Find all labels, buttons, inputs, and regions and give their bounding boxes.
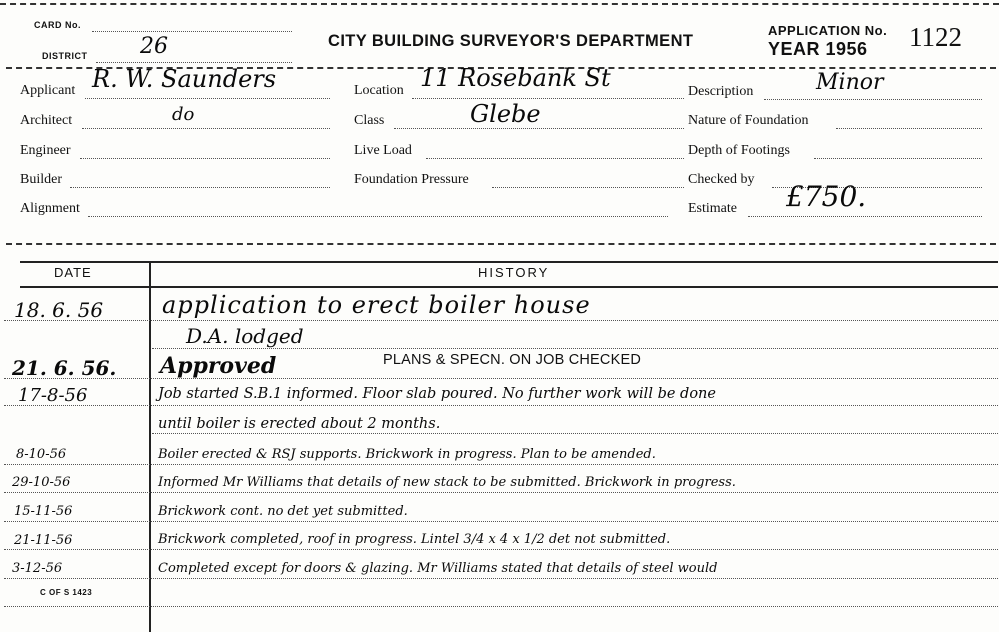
application-no-label: APPLICATION No. (768, 23, 888, 38)
row-history: application to erect boiler house (162, 291, 591, 319)
alignment-line (88, 216, 668, 217)
row-rule (152, 433, 998, 434)
history-header: HISTORY (478, 265, 550, 280)
row-history: Informed Mr Williams that details of new stack to be submitted. Brickwork in progress. (158, 475, 736, 490)
architect-value: do (172, 104, 195, 125)
row-rule (4, 405, 998, 406)
builder-line (70, 187, 330, 188)
class-line (394, 128, 684, 129)
estimate-label: Estimate (688, 201, 737, 216)
row-date: 3-12-56 (12, 561, 63, 576)
depth-of-footings-label: Depth of Footings (688, 143, 790, 158)
depth-of-footings-line (814, 158, 982, 159)
row-rule (4, 320, 998, 321)
applicant-value: R. W. Saunders (92, 65, 277, 93)
checked-by-label: Checked by (688, 172, 755, 187)
foundation-pressure-line (492, 187, 684, 188)
architect-label: Architect (20, 113, 73, 128)
row-rule (4, 578, 998, 579)
alignment-label: Alignment (20, 201, 80, 216)
estimate-line (748, 216, 982, 217)
row-history: Approved (160, 353, 277, 379)
description-line (764, 99, 982, 100)
form-number: C OF S 1423 (40, 588, 93, 597)
row-history: Brickwork cont. no det yet submitted. (158, 504, 408, 519)
row-date: 8-10-56 (16, 447, 67, 462)
checked-stamp: PLANS & SPECN. ON JOB CHECKED (383, 352, 641, 368)
row-rule (152, 348, 998, 349)
row-history: Boiler erected & RSJ supports. Brickwork in progress. Plan to be amended. (158, 447, 656, 462)
card-no-line (92, 31, 292, 32)
builder-label: Builder (20, 172, 62, 187)
row-rule (4, 464, 998, 465)
description-label: Description (688, 84, 754, 99)
row-history: Brickwork completed, roof in progress. Lintel 3/4 x 4 x 1/2 det not submitted. (158, 532, 671, 547)
live-load-line (426, 158, 684, 159)
table-header-rule (20, 286, 998, 288)
nature-of-foundation-line (836, 128, 982, 129)
date-column-rule (149, 261, 151, 632)
top-perforation (0, 3, 999, 5)
row-rule (4, 378, 998, 379)
row-rule (4, 549, 998, 550)
applicant-line (85, 98, 330, 99)
description-value: Minor (816, 70, 884, 95)
live-load-label: Live Load (354, 143, 412, 158)
row-date: 17-8-56 (18, 385, 88, 406)
row-history: D.A. lodged (186, 324, 304, 348)
year-label: YEAR 1956 (768, 39, 868, 59)
foundation-pressure-label: Foundation Pressure (354, 172, 469, 187)
row-date: 18. 6. 56 (14, 298, 104, 322)
date-header: DATE (54, 265, 92, 280)
row-history: until boiler is erected about 2 months. (158, 416, 441, 432)
location-label: Location (354, 83, 404, 98)
fields-divider (6, 243, 996, 245)
row-rule (4, 606, 998, 607)
class-value: Glebe (470, 100, 541, 128)
row-history: Completed except for doors & glazing. Mr Williams stated that details of steel would (158, 561, 718, 576)
class-label: Class (354, 113, 385, 128)
estimate-value: £750. (786, 180, 867, 213)
department-title: CITY BUILDING SURVEYOR'S DEPARTMENT (328, 32, 694, 50)
applicant-label: Applicant (20, 83, 76, 98)
row-date: 21. 6. 56. (12, 356, 117, 380)
engineer-line (80, 158, 330, 159)
engineer-label: Engineer (20, 143, 71, 158)
location-value: 11 Rosebank St (420, 64, 611, 92)
district-value: 26 (140, 34, 168, 59)
row-rule (4, 492, 998, 493)
row-history: Job started S.B.1 informed. Floor slab poured. No further work will be done (158, 386, 716, 402)
application-no: 1122 (909, 22, 962, 52)
location-line (412, 98, 684, 99)
row-rule (4, 521, 998, 522)
row-date: 29-10-56 (12, 475, 71, 490)
table-top-rule (20, 261, 998, 263)
district-label: DISTRICT (42, 51, 88, 61)
row-date: 15-11-56 (14, 504, 73, 519)
district-line (96, 62, 292, 63)
row-date: 21-11-56 (14, 533, 73, 548)
card-no-label: CARD No. (34, 20, 81, 30)
architect-line (82, 128, 330, 129)
nature-of-foundation-label: Nature of Foundation (688, 113, 809, 128)
